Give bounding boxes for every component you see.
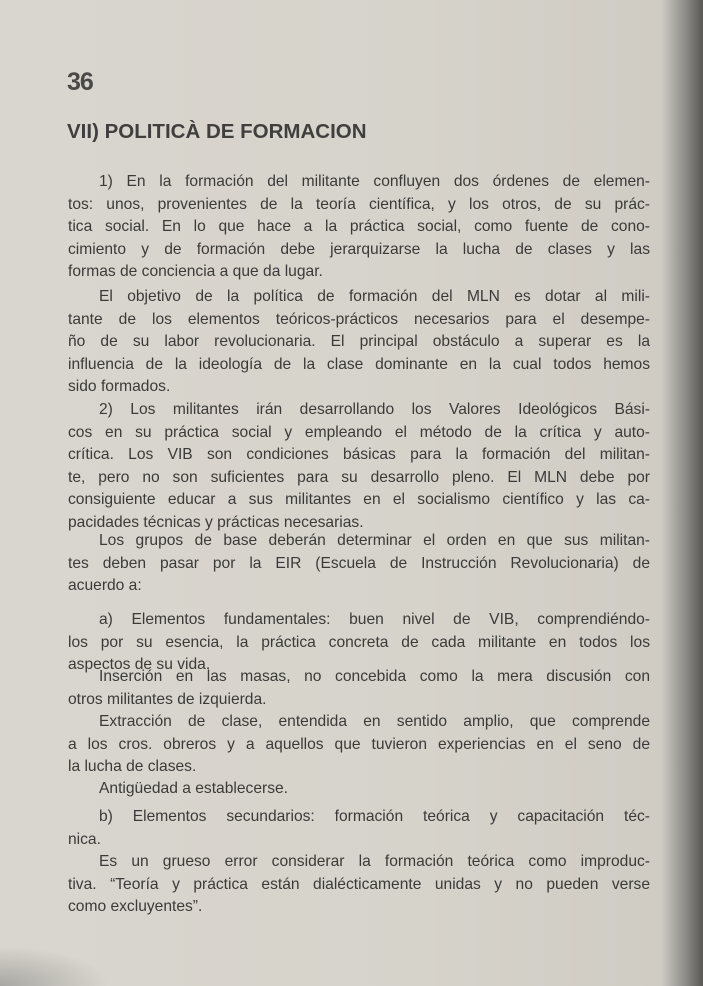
text-line: te, pero no son suficientes para su desarrollo pleno. El MLN debe por (68, 468, 650, 486)
text-line: El objetivo de la política de formación del MLN es dotar al mili- (99, 288, 650, 305)
paragraph (68, 399, 650, 535)
paragraph (68, 711, 650, 779)
text-line: crítica. Los VIB son condiciones básicas para la formación del militan- (68, 446, 650, 464)
text-line: Inserción en las masas, no concebida como la mera discusión con (99, 668, 650, 685)
text-line: 2) Los militantes irán desarrollando los Valores Ideológicos Bási- (99, 401, 650, 418)
section-heading: VII) POLITICÀ DE FORMACION (67, 120, 367, 143)
text-line: 1) En la formación del militante confluyen dos órdenes de elemen- (99, 173, 650, 190)
text-line: formas de conciencia a que da lugar. (68, 263, 323, 281)
text-line: otros militantes de izquierda. (68, 690, 267, 708)
text-line: cos en su práctica social y empleando el método de la crítica y auto- (68, 423, 650, 441)
paragraph (68, 530, 650, 598)
text-line: cimiento y de formación debe jerarquizarse la lucha de clases y las (68, 240, 650, 258)
scan-shadow (0, 946, 110, 986)
text-line: pacidades técnicas y prácticas necesarias. (68, 513, 364, 531)
text-line: sido formados. (68, 378, 171, 396)
text-line: tos: unos, provenientes de la teoría científica, y los otros, de su prác- (68, 195, 650, 213)
text-line: tiva. “Teoría y práctica están dialécticamente unidas y no pueden verse (68, 875, 650, 893)
text-line: Antigüedad a establecerse. (99, 780, 288, 797)
text-line: tante de los elementos teóricos-prácticos necesarios para el desempe- (68, 310, 650, 328)
text-line: la lucha de clases. (68, 758, 197, 776)
text-line: tica social. En lo que hace a la práctica social, como fuente de cono- (68, 218, 650, 236)
text-line: ño de su labor revolucionaria. El principal obstáculo a superar es la (68, 333, 650, 351)
text-line: aspectos de su vida. (68, 656, 211, 674)
paragraph (68, 666, 650, 711)
paragraph (68, 778, 650, 801)
paragraph (68, 171, 650, 284)
paragraph (68, 851, 650, 919)
text-line: acuerdo a: (68, 577, 142, 595)
text-line: los por su esencia, la práctica concreta de cada militante en todos los (68, 633, 650, 651)
text-line: influencia de la ideología de la clase dominante en la cual todos hemos (68, 355, 650, 373)
text-line: como excluyentes”. (68, 898, 203, 916)
paragraph (68, 806, 650, 851)
paragraph (68, 286, 650, 399)
page-number: 36 (67, 68, 93, 96)
text-line: tes deben pasar por la EIR (Escuela de Instrucción Revolucionaria) de (68, 554, 650, 572)
text-line: Es un grueso error considerar la formación teórica como improduc- (99, 853, 650, 870)
text-line: Extracción de clase, entendida en sentido amplio, que comprende (99, 713, 650, 730)
text-line: nica. (68, 830, 101, 848)
text-line: a) Elementos fundamentales: buen nivel de VIB, comprendiéndo- (99, 611, 650, 628)
text-line: a los cros. obreros y a aquellos que tuvieron experiencias en el seno de (68, 735, 650, 753)
text-line: consiguiente educar a sus militantes en el socialismo científico y las ca- (68, 491, 650, 509)
text-line: b) Elementos secundarios: formación teórica y capacitación téc- (99, 808, 650, 825)
text-line: Los grupos de base deberán determinar el orden en que sus militan- (99, 532, 650, 549)
